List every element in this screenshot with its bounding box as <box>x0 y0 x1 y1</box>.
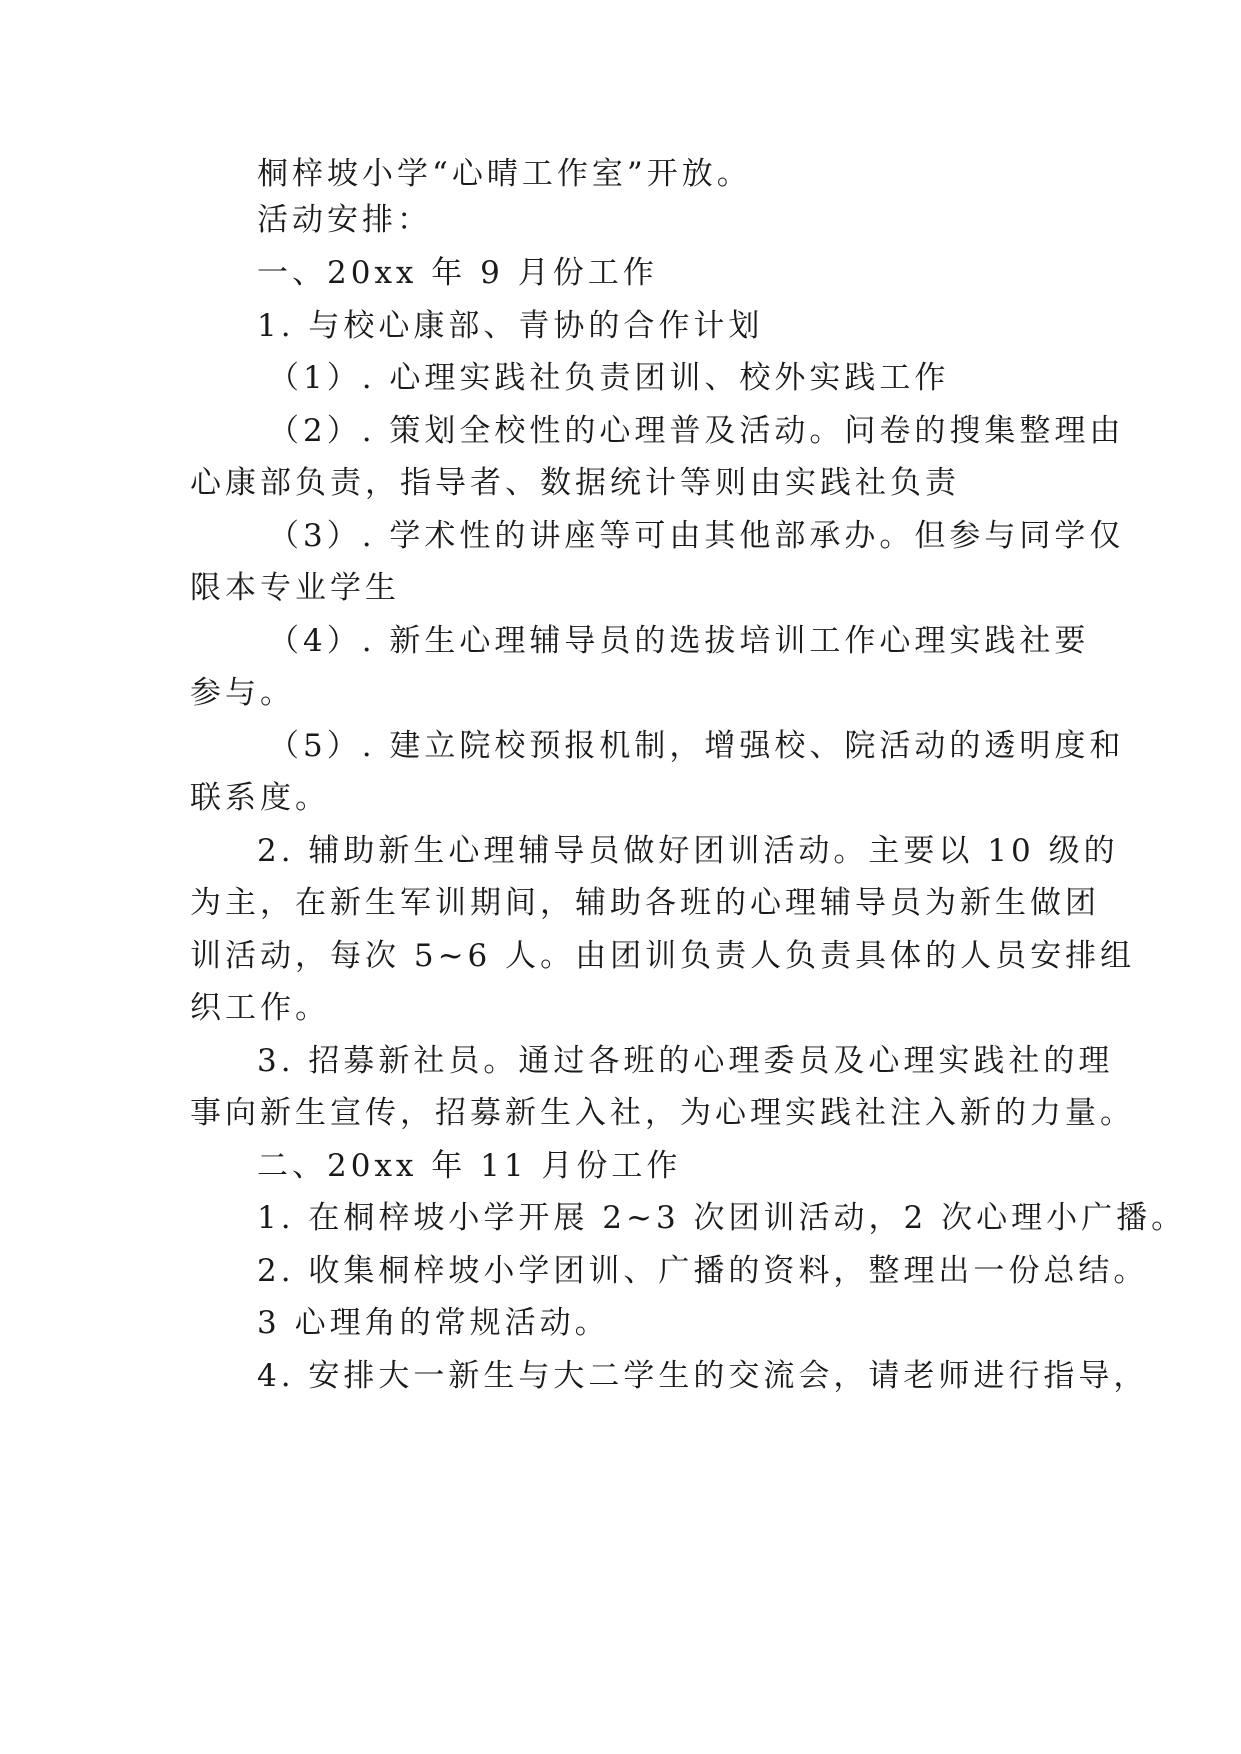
list-item: （3）. 学术性的讲座等可由其他部承办。但参与同学仅 <box>268 518 1125 554</box>
list-item: （1）. 心理实践社负责团训、校外实践工作 <box>268 360 950 396</box>
list-item: 1. 在桐梓坡小学开展 2~3 次团训活动，2 次心理小广播。 <box>257 1200 1187 1236</box>
list-item: 4. 安排大一新生与大二学生的交流会，请老师进行指导， <box>257 1358 1149 1394</box>
paragraph-line: 训活动，每次 5~6 人。由团训负责人负责具体的人员安排组 <box>190 938 1136 974</box>
list-item: 1. 与校心康部、青协的合作计划 <box>257 308 764 344</box>
list-item: 2. 辅助新生心理辅导员做好团训活动。主要以 10 级的 <box>257 833 1119 869</box>
list-item: 2. 收集桐梓坡小学团训、广播的资料，整理出一份总结。 <box>257 1253 1149 1289</box>
list-item: （2）. 策划全校性的心理普及活动。问卷的搜集整理由 <box>268 413 1125 449</box>
paragraph-line: 参与。 <box>190 675 295 711</box>
paragraph-line: 联系度。 <box>190 780 330 816</box>
list-item: 3. 招募新社员。通过各班的心理委员及心理实践社的理 <box>257 1043 1114 1079</box>
section-heading: 活动安排： <box>257 202 432 238</box>
paragraph-line: 桐梓坡小学“心晴工作室”开放。 <box>257 156 752 192</box>
paragraph-line: 为主，在新生军训期间，辅助各班的心理辅导员为新生做团 <box>190 885 1100 921</box>
paragraph-line: 织工作。 <box>190 990 330 1026</box>
paragraph-line: 限本专业学生 <box>190 570 400 606</box>
section-heading: 二、20xx 年 11 月份工作 <box>257 1148 682 1184</box>
paragraph-line: 心康部负责，指导者、数据统计等则由实践社负责 <box>190 465 960 501</box>
section-heading: 一、20xx 年 9 月份工作 <box>257 255 658 291</box>
list-item: 3 心理角的常规活动。 <box>257 1305 610 1341</box>
paragraph-line: 事向新生宣传，招募新生入社，为心理实践社注入新的力量。 <box>190 1095 1135 1131</box>
list-item: （4）. 新生心理辅导员的选拔培训工作心理实践社要 <box>268 623 1090 659</box>
list-item: （5）. 建立院校预报机制，增强校、院活动的透明度和 <box>268 728 1125 764</box>
